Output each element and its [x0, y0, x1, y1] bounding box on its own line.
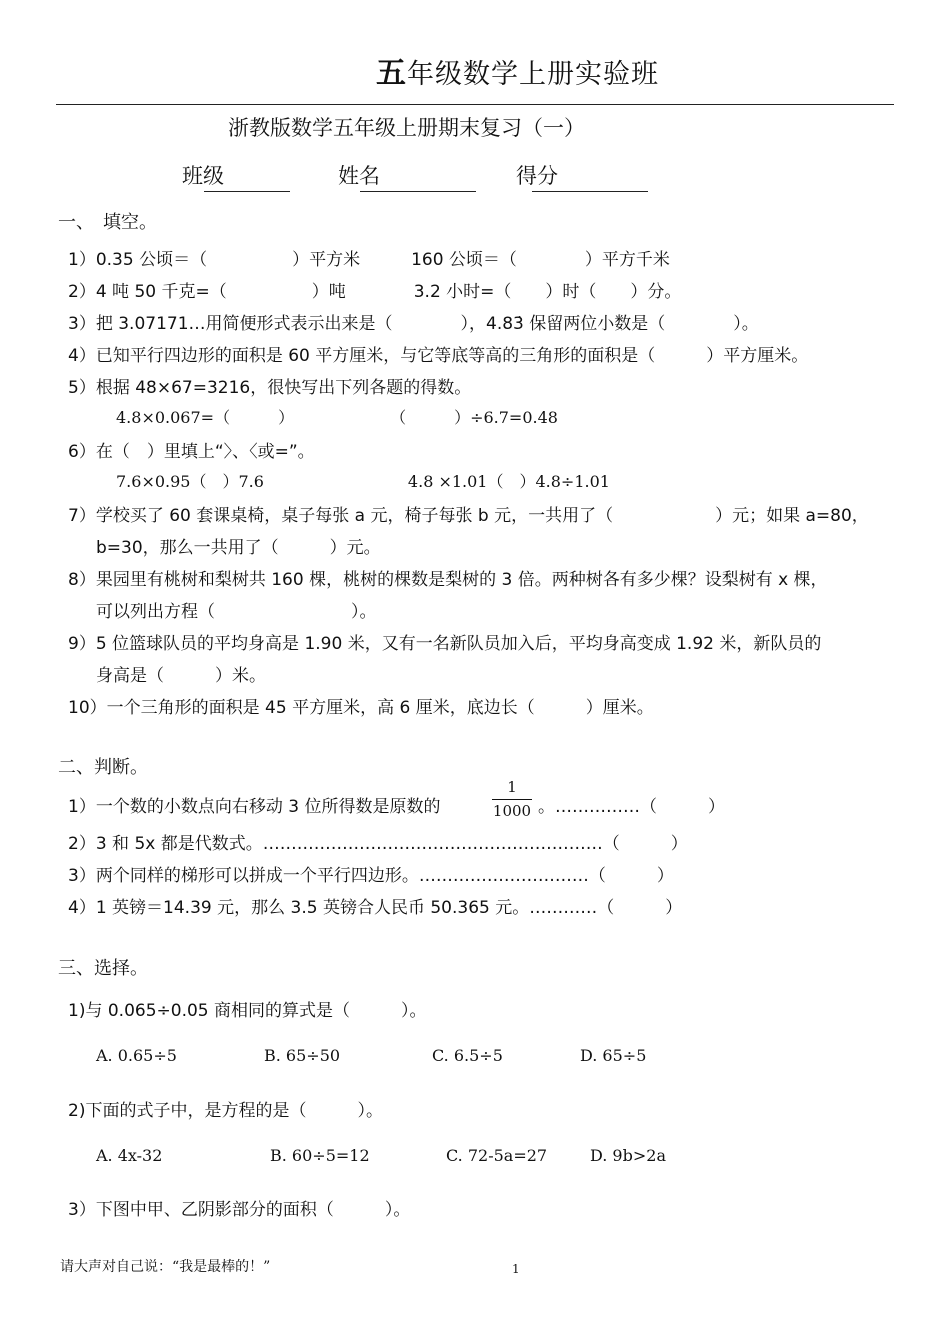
fill-q3: 3）把 3.07171…用简便形式表示出来是（ ），4.83̇ 保留两位小数是（ ）。 — [68, 314, 759, 334]
choice-q2-option-c[interactable]: C. 72-5a=27 — [446, 1146, 548, 1165]
judge-q1-answer: 。……………（ ） — [538, 797, 725, 817]
choice-q1: 1)与 0.065÷0.05 商相同的算式是（ ）。 — [68, 1001, 427, 1021]
footer-motto: 请大声对自己说：“我是最棒的！” — [60, 1259, 271, 1275]
choice-q3: 3）下图中甲、乙阴影部分的面积（ ）。 — [68, 1200, 411, 1220]
fill-q6-sub: 7.6×0.95（ ）7.6 4.8 ×1.01（ ）4.8÷1.01 — [116, 472, 610, 491]
choice-q1-option-a[interactable]: A. 0.65÷5 — [96, 1046, 177, 1065]
fill-q6: 6）在（ ）里填上“〉、〈或=”。 — [68, 442, 315, 462]
choice-q2-option-b[interactable]: B. 60÷5=12 — [270, 1146, 370, 1165]
fraction-numerator: 1 — [507, 778, 517, 796]
page-header — [376, 48, 659, 92]
fill-q5: 5）根据 48×67=3216，很快写出下列各题的得数。 — [68, 378, 472, 398]
fill-q8: 8）果园里有桃树和梨树共 160 棵，桃树的棵数是梨树的 3 倍。两种树各有多少棵？设梨树有 x 棵， — [68, 570, 828, 590]
fill-q9-cont: 身高是（ ）米。 — [96, 666, 266, 686]
class-label: 班级 — [182, 164, 224, 188]
fill-q2: 2）4 吨 50 千克=（ ）吨 3.2 小时=（ ）时（ ）分。 — [68, 282, 682, 302]
fill-q8-cont: 可以列出方程（ ）。 — [96, 602, 377, 622]
fill-q4: 4）已知平行四边形的面积是 60 平方厘米，与它等底等高的三角形的面积是（ ）平方厘米。 — [68, 346, 809, 366]
choice-q1-option-d[interactable]: D. 65÷5 — [580, 1046, 647, 1065]
choice-q2-option-d[interactable]: D. 9b>2a — [590, 1146, 666, 1165]
fill-q7: 7）学校买了 60 套课桌椅，桌子每张 a 元，椅子每张 b 元，一共用了（ ）元；如果 a=80， — [68, 506, 869, 526]
choice-q1-option-b[interactable]: B. 65÷50 — [264, 1046, 341, 1065]
section3-heading: 三、选择。 — [58, 958, 148, 979]
page-number: 1 — [512, 1262, 520, 1276]
score-blank[interactable] — [532, 191, 648, 192]
section2-heading: 二、判断。 — [58, 757, 148, 778]
choice-q1-option-c[interactable]: C. 6.5÷5 — [432, 1046, 503, 1065]
fraction-denominator: 1000 — [492, 802, 532, 820]
header-first-char: 五 — [376, 56, 407, 91]
fill-q1: 1）0.35 公顷＝（ ）平方米 160 公顷＝（ ）平方千米 — [68, 250, 670, 270]
judge-q4: 4）1 英镑＝14.39 元，那么 3.5 英镑合人民币 50.365 元。…………（ ） — [68, 898, 683, 918]
fill-q7-cont: b=30，那么一共用了（ ）元。 — [96, 538, 381, 558]
fill-q5-sub: 4.8×0.067=（ ） （ ）÷6.7=0.48 — [116, 408, 558, 427]
fraction-bar — [492, 799, 532, 800]
name-blank[interactable] — [360, 191, 476, 192]
judge-q1-fraction — [490, 778, 534, 820]
choice-q2: 2)下面的式子中，是方程的是（ ）。 — [68, 1101, 383, 1121]
section1-heading: 一、 填空。 — [58, 212, 157, 233]
score-label: 得分 — [516, 164, 558, 188]
judge-q1-text: 1）一个数的小数点向右移动 3 位所得数是原数的 — [68, 797, 441, 817]
header-rest: 年级数学上册实验班 — [407, 59, 659, 90]
header-rule — [56, 104, 894, 105]
judge-q3: 3）两个同样的梯形可以拼成一个平行四边形。…………………………（ ） — [68, 866, 674, 886]
document-title: 浙教版数学五年级上册期末复习（一） — [228, 116, 585, 140]
fill-q10: 10）一个三角形的面积是 45 平方厘米，高 6 厘米，底边长（ ）厘米。 — [68, 698, 654, 718]
judge-q2: 2）3 和 5x 都是代数式。……………………………………………………（ ） — [68, 834, 688, 854]
choice-q2-option-a[interactable]: A. 4x-32 — [96, 1146, 163, 1165]
name-label: 姓名 — [338, 164, 380, 188]
class-blank[interactable] — [204, 191, 290, 192]
fill-q9: 9）5 位篮球队员的平均身高是 1.90 米，又有一名新队员加入后，平均身高变成 1.92 米，新队员的 — [68, 634, 822, 654]
